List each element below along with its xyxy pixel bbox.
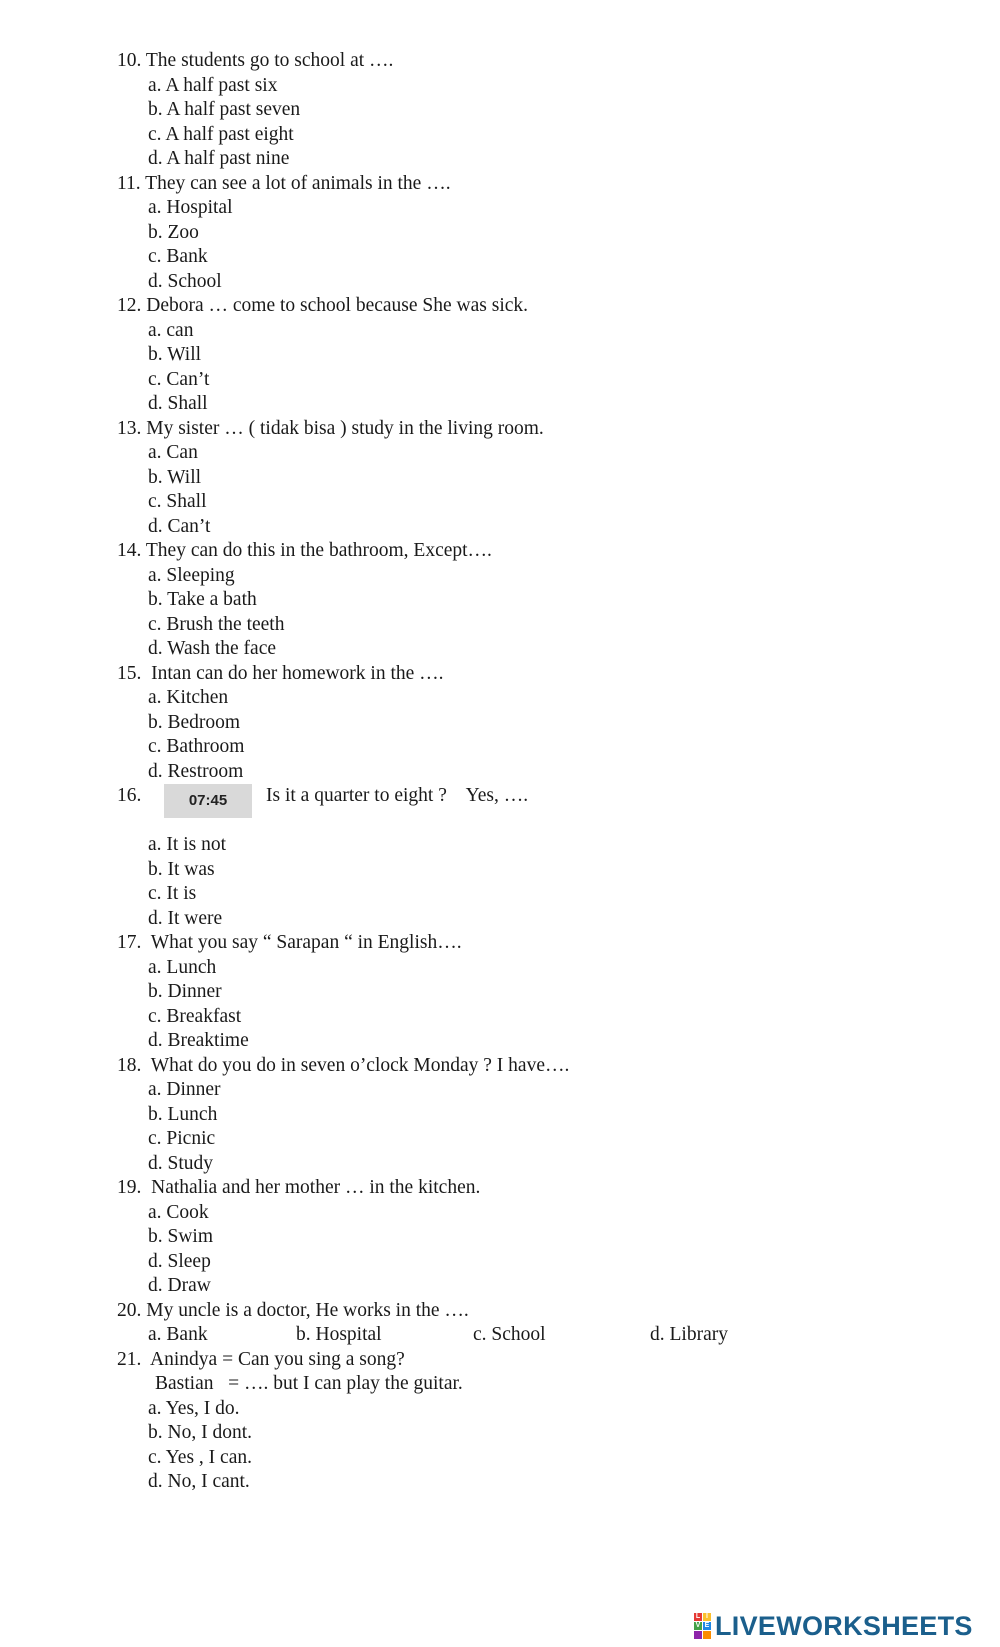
- option[interactable]: a. Bank: [148, 1324, 208, 1345]
- option[interactable]: d. Sleep: [148, 1250, 211, 1272]
- option[interactable]: d. Restroom: [148, 760, 244, 782]
- option[interactable]: d. Study: [148, 1152, 214, 1174]
- option[interactable]: b. Dinner: [148, 981, 222, 1002]
- option[interactable]: b. Hospital: [296, 1324, 382, 1345]
- question-text: 14. They can do this in the bathroom, Except….: [117, 540, 492, 561]
- option[interactable]: d. Library: [650, 1324, 728, 1345]
- question-text: 19. Nathalia and her mother … in the kitchen.: [117, 1177, 481, 1198]
- option[interactable]: a. can: [148, 319, 194, 341]
- inline-options: [117, 1323, 957, 1348]
- option[interactable]: b. Bedroom: [148, 711, 241, 733]
- option[interactable]: a. Sleeping: [148, 564, 235, 586]
- option[interactable]: b. Will: [148, 466, 202, 488]
- option[interactable]: a. It is not: [148, 834, 226, 855]
- worksheet: [117, 49, 957, 1495]
- question-block-17: [117, 931, 957, 1054]
- digital-clock-display: 07:45: [164, 784, 252, 818]
- option[interactable]: a. Kitchen: [148, 687, 229, 708]
- option[interactable]: c. Bank: [148, 246, 208, 267]
- option[interactable]: c. It is: [148, 883, 197, 904]
- question-text: 11. They can see a lot of animals in the ….: [117, 172, 451, 194]
- option[interactable]: c. Bathroom: [148, 736, 245, 757]
- option[interactable]: d. School: [148, 270, 222, 292]
- option[interactable]: c. Can’t: [148, 368, 210, 390]
- logo-block: [703, 1631, 711, 1639]
- question-block-11: [117, 172, 957, 295]
- question-text: 12. Debora … come to school because She was sick.: [117, 295, 529, 316]
- option[interactable]: d. It were: [148, 907, 223, 929]
- question-text: Is it a quarter to eight ? Yes, ….: [266, 785, 529, 806]
- option[interactable]: c. Breakfast: [148, 1005, 242, 1027]
- liveworksheets-logo: [694, 1610, 973, 1642]
- question-16-row: [117, 784, 957, 833]
- question-block-20: [117, 1299, 957, 1348]
- option[interactable]: d. Can’t: [148, 515, 211, 537]
- dialogue-line: Bastian = …. but I can play the guitar.: [155, 1373, 463, 1394]
- question-block-18: [117, 1054, 957, 1177]
- option[interactable]: d. No, I cant.: [148, 1471, 250, 1492]
- option[interactable]: a. A half past six: [148, 74, 278, 96]
- option[interactable]: a. Can: [148, 442, 198, 463]
- question-number: 16.: [117, 785, 142, 806]
- option[interactable]: b. Lunch: [148, 1103, 218, 1125]
- option[interactable]: d. A half past nine: [148, 148, 290, 169]
- option[interactable]: b. It was: [148, 858, 215, 880]
- option[interactable]: b. Will: [148, 344, 202, 365]
- option[interactable]: c. Brush the teeth: [148, 613, 285, 635]
- option[interactable]: d. Draw: [148, 1275, 211, 1296]
- option[interactable]: a. Dinner: [148, 1079, 221, 1100]
- option[interactable]: c. School: [473, 1324, 546, 1345]
- question-text: 13. My sister … ( tidak bisa ) study in the living room.: [117, 417, 544, 439]
- logo-block: [694, 1631, 702, 1639]
- question-text: 15. Intan can do her homework in the ….: [117, 662, 444, 684]
- option[interactable]: b. Zoo: [148, 221, 199, 243]
- option[interactable]: c. A half past eight: [148, 123, 294, 145]
- question-block-13: [117, 417, 957, 540]
- question-text: 21. Anindya = Can you sing a song?: [117, 1348, 405, 1370]
- option[interactable]: d. Wash the face: [148, 638, 277, 659]
- logo-block: V: [695, 1622, 701, 1629]
- question-block-12: [117, 294, 957, 417]
- option[interactable]: c. Shall: [148, 491, 207, 512]
- option[interactable]: a. Cook: [148, 1201, 209, 1223]
- question-block-19: [117, 1176, 957, 1299]
- option[interactable]: b. No, I dont.: [148, 1422, 252, 1443]
- option[interactable]: a. Hospital: [148, 197, 233, 218]
- question-text: 18. What do you do in seven o’clock Monday ? I have….: [117, 1054, 570, 1076]
- logo-block: E: [704, 1622, 710, 1629]
- option[interactable]: a. Lunch: [148, 956, 217, 978]
- question-text: 20. My uncle is a doctor, He works in the ….: [117, 1299, 469, 1321]
- logo-block: I: [703, 1613, 711, 1621]
- question-block-16: [117, 784, 957, 931]
- question-block-21: [117, 1348, 957, 1495]
- question-block-15: [117, 662, 957, 785]
- option[interactable]: d. Breaktime: [148, 1030, 249, 1051]
- question-block-14: [117, 539, 957, 662]
- option[interactable]: c. Picnic: [148, 1128, 216, 1149]
- option[interactable]: d. Shall: [148, 393, 208, 414]
- brand-name: LIVEWORKSHEETS: [715, 1610, 973, 1641]
- question-block-10: [117, 49, 957, 172]
- logo-block: L: [695, 1613, 701, 1620]
- option[interactable]: b. A half past seven: [148, 99, 301, 120]
- option[interactable]: b. Take a bath: [148, 589, 257, 610]
- logo-blocks-icon: [694, 1613, 711, 1639]
- option[interactable]: b. Swim: [148, 1226, 214, 1247]
- option[interactable]: c. Yes , I can.: [148, 1446, 252, 1468]
- question-text: 10. The students go to school at ….: [117, 50, 394, 71]
- question-text: 17. What you say “ Sarapan “ in English….: [117, 932, 462, 953]
- option[interactable]: a. Yes, I do.: [148, 1397, 240, 1419]
